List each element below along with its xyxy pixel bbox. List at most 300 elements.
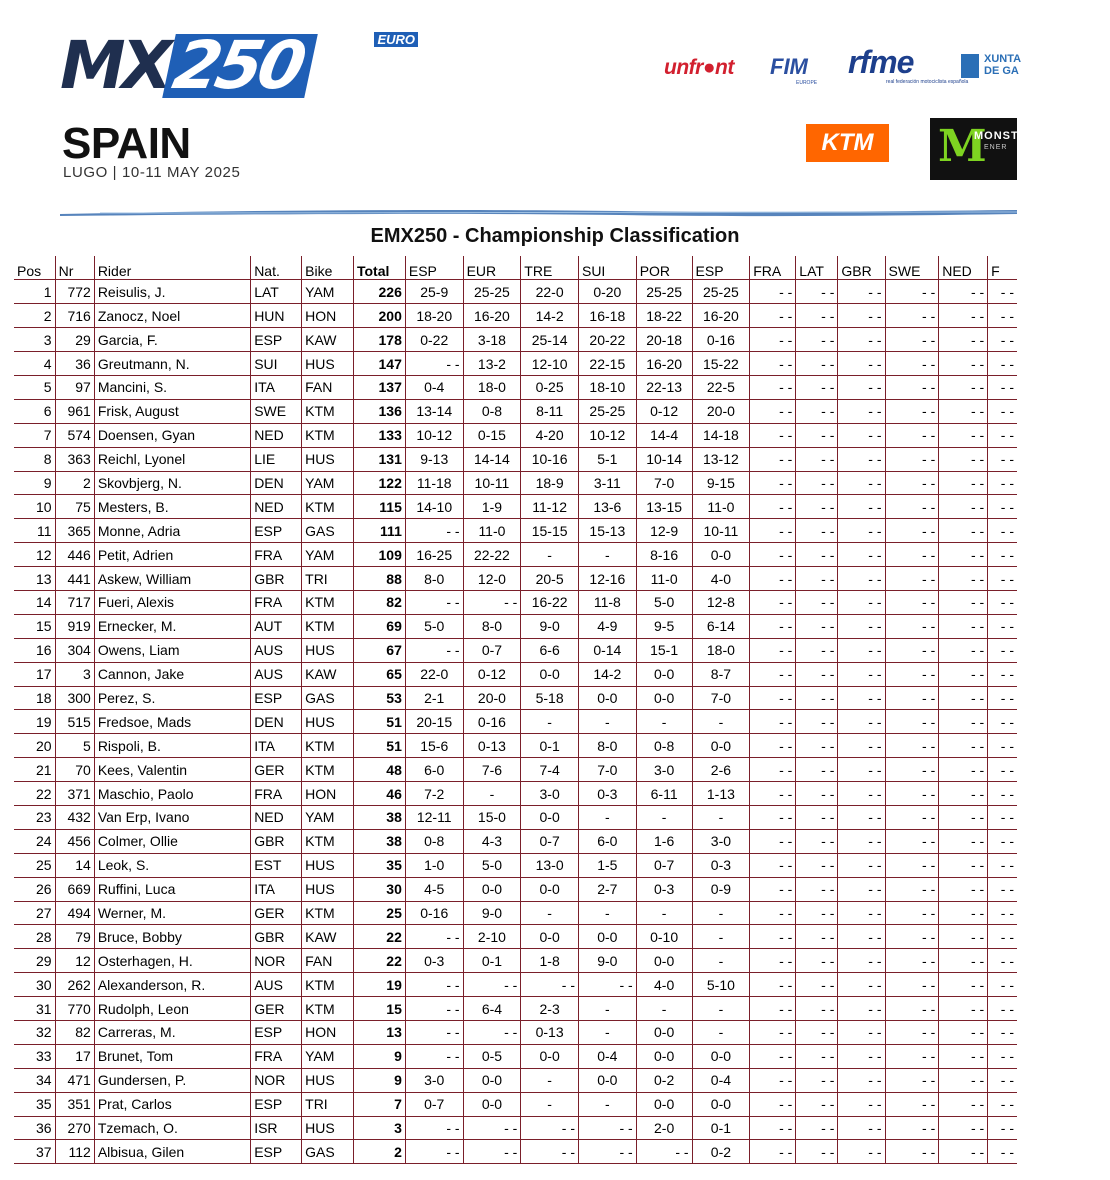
cell-total: 200 — [353, 304, 405, 328]
cell-nr: 97 — [55, 375, 94, 399]
table-row — [14, 447, 1017, 471]
cell-bike: KTM — [302, 495, 354, 519]
cell-pos: 5 — [14, 375, 55, 399]
cell-nr: 36 — [55, 352, 94, 376]
cell-round-4: 0-4 — [578, 1044, 636, 1068]
cell-bike: FAN — [302, 949, 354, 973]
cell-round-12: - - — [988, 662, 1017, 686]
cell-round-12: - - — [988, 495, 1017, 519]
cell-round-12: - - — [988, 710, 1017, 734]
cell-round-6: 0-16 — [692, 328, 750, 352]
cell-round-9: - - — [838, 734, 885, 758]
cell-bike: KTM — [302, 758, 354, 782]
cell-round-2: 18-0 — [463, 375, 521, 399]
logo-euro-text: EURO — [374, 32, 418, 47]
cell-round-1: 0-7 — [405, 1092, 463, 1116]
cell-round-1: 22-0 — [405, 662, 463, 686]
cell-round-4: 3-11 — [578, 471, 636, 495]
cell-round-5: 15-1 — [636, 638, 692, 662]
cell-nr: 304 — [55, 638, 94, 662]
cell-round-5: - — [636, 901, 692, 925]
col-round-1: ESP — [405, 256, 463, 280]
cell-round-2: 12-0 — [463, 567, 521, 591]
cell-round-7: - - — [750, 877, 796, 901]
cell-round-11: - - — [939, 805, 988, 829]
cell-round-11: - - — [939, 519, 988, 543]
cell-pos: 23 — [14, 805, 55, 829]
cell-bike: KAW — [302, 328, 354, 352]
cell-rider: Garcia, F. — [94, 328, 250, 352]
cell-bike: GAS — [302, 1140, 354, 1164]
cell-round-8: - - — [796, 901, 838, 925]
cell-nat: EST — [251, 853, 302, 877]
cell-pos: 8 — [14, 447, 55, 471]
cell-round-5: 0-10 — [636, 925, 692, 949]
cell-round-8: - - — [796, 304, 838, 328]
table-row — [14, 304, 1017, 328]
cell-round-3: 0-0 — [521, 877, 579, 901]
cell-round-5: 20-18 — [636, 328, 692, 352]
cell-rider: Mancini, S. — [94, 375, 250, 399]
cell-round-4: 0-0 — [578, 925, 636, 949]
cell-round-4: - — [578, 901, 636, 925]
cell-round-10: - - — [885, 519, 939, 543]
cell-round-4: 2-7 — [578, 877, 636, 901]
cell-round-7: - - — [750, 1021, 796, 1045]
col-bike: Bike — [302, 256, 354, 280]
cell-round-9: - - — [838, 925, 885, 949]
cell-round-11: - - — [939, 853, 988, 877]
cell-rider: Fueri, Alexis — [94, 590, 250, 614]
cell-round-7: - - — [750, 1044, 796, 1068]
cell-round-5: 10-14 — [636, 447, 692, 471]
cell-round-6: 5-10 — [692, 973, 750, 997]
cell-round-11: - - — [939, 352, 988, 376]
cell-total: 67 — [353, 638, 405, 662]
cell-round-10: - - — [885, 447, 939, 471]
cell-rider: Albisua, Gilen — [94, 1140, 250, 1164]
cell-round-12: - - — [988, 949, 1017, 973]
cell-rider: Prat, Carlos — [94, 1092, 250, 1116]
cell-rider: Skovbjerg, N. — [94, 471, 250, 495]
cell-round-3: 0-0 — [521, 925, 579, 949]
cell-nat: GER — [251, 997, 302, 1021]
cell-round-8: - - — [796, 997, 838, 1021]
cell-rider: Tzemach, O. — [94, 1116, 250, 1140]
cell-round-2: 0-0 — [463, 877, 521, 901]
cell-round-4: 6-0 — [578, 829, 636, 853]
monster-energy-logo — [930, 118, 1017, 180]
cell-nr: 441 — [55, 567, 94, 591]
cell-total: 38 — [353, 829, 405, 853]
cell-round-4: - — [578, 1092, 636, 1116]
cell-bike: KAW — [302, 925, 354, 949]
cell-round-6: 2-6 — [692, 758, 750, 782]
cell-total: 226 — [353, 280, 405, 304]
cell-round-11: - - — [939, 495, 988, 519]
cell-bike: KTM — [302, 590, 354, 614]
cell-round-10: - - — [885, 686, 939, 710]
cell-round-7: - - — [750, 758, 796, 782]
cell-nat: NED — [251, 423, 302, 447]
cell-round-3: 22-0 — [521, 280, 579, 304]
cell-nr: 82 — [55, 1021, 94, 1045]
cell-total: 30 — [353, 877, 405, 901]
cell-total: 131 — [353, 447, 405, 471]
cell-round-5: 0-0 — [636, 949, 692, 973]
cell-total: 48 — [353, 758, 405, 782]
cell-round-12: - - — [988, 853, 1017, 877]
cell-round-7: - - — [750, 280, 796, 304]
col-nr: Nr — [55, 256, 94, 280]
cell-round-5: 3-0 — [636, 758, 692, 782]
cell-round-11: - - — [939, 686, 988, 710]
cell-round-5: - — [636, 997, 692, 1021]
cell-bike: HUS — [302, 447, 354, 471]
cell-round-9: - - — [838, 829, 885, 853]
cell-round-1: - - — [405, 590, 463, 614]
cell-round-10: - - — [885, 375, 939, 399]
event-venue-date: LUGO | 10-11 MAY 2025 — [63, 164, 241, 181]
cell-round-9: - - — [838, 758, 885, 782]
cell-round-2: 0-5 — [463, 1044, 521, 1068]
cell-round-7: - - — [750, 734, 796, 758]
cell-round-6: 22-5 — [692, 375, 750, 399]
cell-rider: Perez, S. — [94, 686, 250, 710]
cell-round-6: 6-14 — [692, 614, 750, 638]
cell-round-7: - - — [750, 973, 796, 997]
cell-round-8: - - — [796, 710, 838, 734]
cell-round-12: - - — [988, 1092, 1017, 1116]
cell-total: 3 — [353, 1116, 405, 1140]
cell-round-7: - - — [750, 901, 796, 925]
cell-round-5: 0-2 — [636, 1068, 692, 1092]
cell-round-1: 11-18 — [405, 471, 463, 495]
cell-round-10: - - — [885, 1068, 939, 1092]
cell-bike: TRI — [302, 567, 354, 591]
cell-pos: 21 — [14, 758, 55, 782]
cell-pos: 37 — [14, 1140, 55, 1164]
cell-round-12: - - — [988, 328, 1017, 352]
cell-round-12: - - — [988, 997, 1017, 1021]
cell-round-1: 16-25 — [405, 543, 463, 567]
cell-round-3: 9-0 — [521, 614, 579, 638]
cell-nat: ESP — [251, 519, 302, 543]
cell-round-2: 13-2 — [463, 352, 521, 376]
cell-round-2: 25-25 — [463, 280, 521, 304]
cell-round-4: 0-0 — [578, 686, 636, 710]
cell-round-11: - - — [939, 638, 988, 662]
cell-round-1: 18-20 — [405, 304, 463, 328]
cell-round-10: - - — [885, 590, 939, 614]
table-row — [14, 495, 1017, 519]
cell-rider: Zanocz, Noel — [94, 304, 250, 328]
cell-pos: 29 — [14, 949, 55, 973]
cell-round-6: - — [692, 997, 750, 1021]
cell-round-11: - - — [939, 734, 988, 758]
cell-round-4: 10-12 — [578, 423, 636, 447]
cell-round-5: 2-0 — [636, 1116, 692, 1140]
cell-nr: 919 — [55, 614, 94, 638]
cell-nat: GER — [251, 758, 302, 782]
cell-round-8: - - — [796, 447, 838, 471]
cell-round-12: - - — [988, 1044, 1017, 1068]
cell-round-1: 2-1 — [405, 686, 463, 710]
cell-pos: 28 — [14, 925, 55, 949]
cell-pos: 17 — [14, 662, 55, 686]
cell-round-7: - - — [750, 829, 796, 853]
cell-total: 88 — [353, 567, 405, 591]
cell-round-12: - - — [988, 734, 1017, 758]
cell-round-1: 0-4 — [405, 375, 463, 399]
cell-nr: 494 — [55, 901, 94, 925]
cell-rider: Reisulis, J. — [94, 280, 250, 304]
cell-round-2: - - — [463, 590, 521, 614]
cell-bike: YAM — [302, 543, 354, 567]
cell-round-9: - - — [838, 662, 885, 686]
cell-round-9: - - — [838, 352, 885, 376]
cell-round-8: - - — [796, 973, 838, 997]
cell-round-4: 4-9 — [578, 614, 636, 638]
cell-round-2: 0-7 — [463, 638, 521, 662]
xunta-crest-icon — [961, 54, 979, 78]
cell-round-6: 20-0 — [692, 399, 750, 423]
cell-round-5: 8-16 — [636, 543, 692, 567]
cell-round-6: - — [692, 1021, 750, 1045]
cell-round-4: 25-25 — [578, 399, 636, 423]
cell-round-8: - - — [796, 638, 838, 662]
table-row — [14, 877, 1017, 901]
cell-round-3: - - — [521, 1116, 579, 1140]
cell-pos: 35 — [14, 1092, 55, 1116]
cell-round-6: 8-7 — [692, 662, 750, 686]
cell-round-6: 14-18 — [692, 423, 750, 447]
table-row — [14, 638, 1017, 662]
cell-round-1: 8-0 — [405, 567, 463, 591]
cell-pos: 2 — [14, 304, 55, 328]
classification-table — [14, 256, 1017, 1160]
cell-round-9: - - — [838, 614, 885, 638]
cell-round-4: - — [578, 1021, 636, 1045]
cell-round-4: 11-8 — [578, 590, 636, 614]
cell-round-3: 10-16 — [521, 447, 579, 471]
logo-250-text: 250 — [162, 34, 317, 98]
cell-round-5: - — [636, 710, 692, 734]
cell-rider: Monne, Adria — [94, 519, 250, 543]
cell-round-8: - - — [796, 877, 838, 901]
cell-bike: HUS — [302, 638, 354, 662]
cell-round-4: 18-10 — [578, 375, 636, 399]
cell-nat: SWE — [251, 399, 302, 423]
cell-total: 38 — [353, 805, 405, 829]
cell-round-1: - - — [405, 925, 463, 949]
cell-round-10: - - — [885, 352, 939, 376]
cell-bike: HUS — [302, 1068, 354, 1092]
cell-round-12: - - — [988, 471, 1017, 495]
cell-round-6: 13-12 — [692, 447, 750, 471]
cell-round-6: 10-11 — [692, 519, 750, 543]
cell-round-5: 4-0 — [636, 973, 692, 997]
cell-round-3: 18-9 — [521, 471, 579, 495]
cell-round-9: - - — [838, 304, 885, 328]
cell-nr: 351 — [55, 1092, 94, 1116]
cell-round-11: - - — [939, 662, 988, 686]
cell-pos: 12 — [14, 543, 55, 567]
cell-nat: FRA — [251, 1044, 302, 1068]
cell-round-7: - - — [750, 1068, 796, 1092]
cell-total: 9 — [353, 1044, 405, 1068]
page-title: EMX250 - Championship Classification — [370, 225, 740, 247]
cell-total: 15 — [353, 997, 405, 1021]
cell-round-5: - - — [636, 1140, 692, 1164]
cell-nat: DEN — [251, 471, 302, 495]
cell-round-2: 22-22 — [463, 543, 521, 567]
cell-round-12: - - — [988, 519, 1017, 543]
cell-round-8: - - — [796, 829, 838, 853]
cell-round-2: 8-0 — [463, 614, 521, 638]
cell-round-7: - - — [750, 447, 796, 471]
cell-round-2: 0-0 — [463, 1068, 521, 1092]
cell-round-3: 0-7 — [521, 829, 579, 853]
cell-round-11: - - — [939, 1021, 988, 1045]
cell-round-7: - - — [750, 471, 796, 495]
cell-round-1: 0-8 — [405, 829, 463, 853]
cell-nr: 772 — [55, 280, 94, 304]
cell-round-4: 20-22 — [578, 328, 636, 352]
cell-round-9: - - — [838, 686, 885, 710]
cell-round-12: - - — [988, 567, 1017, 591]
cell-round-8: - - — [796, 375, 838, 399]
cell-round-2: - - — [463, 1116, 521, 1140]
cell-nr: 574 — [55, 423, 94, 447]
cell-round-5: 7-0 — [636, 471, 692, 495]
cell-round-2: - — [463, 782, 521, 806]
cell-total: 7 — [353, 1092, 405, 1116]
cell-round-10: - - — [885, 495, 939, 519]
cell-round-3: - - — [521, 973, 579, 997]
cell-total: 136 — [353, 399, 405, 423]
cell-round-7: - - — [750, 853, 796, 877]
cell-round-3: 15-15 — [521, 519, 579, 543]
table-row — [14, 710, 1017, 734]
cell-nat: FRA — [251, 590, 302, 614]
cell-pos: 30 — [14, 973, 55, 997]
cell-round-5: 13-15 — [636, 495, 692, 519]
cell-nat: FRA — [251, 782, 302, 806]
cell-round-7: - - — [750, 638, 796, 662]
cell-round-5: 6-11 — [636, 782, 692, 806]
cell-round-1: - - — [405, 1116, 463, 1140]
cell-round-4: 16-18 — [578, 304, 636, 328]
cell-round-9: - - — [838, 638, 885, 662]
cell-pos: 25 — [14, 853, 55, 877]
cell-nr: 471 — [55, 1068, 94, 1092]
cell-total: 2 — [353, 1140, 405, 1164]
table-row — [14, 352, 1017, 376]
cell-round-6: - — [692, 710, 750, 734]
cell-round-3: 2-3 — [521, 997, 579, 1021]
cell-rider: Askew, William — [94, 567, 250, 591]
cell-bike: TRI — [302, 1092, 354, 1116]
table-row — [14, 925, 1017, 949]
cell-rider: Frisk, August — [94, 399, 250, 423]
cell-rider: Reichl, Lyonel — [94, 447, 250, 471]
cell-round-7: - - — [750, 805, 796, 829]
cell-round-7: - - — [750, 375, 796, 399]
cell-total: 82 — [353, 590, 405, 614]
cell-round-8: - - — [796, 1068, 838, 1092]
cell-round-12: - - — [988, 758, 1017, 782]
cell-nat: ITA — [251, 375, 302, 399]
cell-round-6: 9-15 — [692, 471, 750, 495]
cell-round-10: - - — [885, 997, 939, 1021]
cell-round-12: - - — [988, 375, 1017, 399]
cell-bike: YAM — [302, 805, 354, 829]
cell-round-7: - - — [750, 662, 796, 686]
cell-nr: 3 — [55, 662, 94, 686]
cell-round-6: 3-0 — [692, 829, 750, 853]
cell-round-10: - - — [885, 614, 939, 638]
cell-rider: Ruffini, Luca — [94, 877, 250, 901]
cell-round-3: 0-13 — [521, 1021, 579, 1045]
cell-round-8: - - — [796, 590, 838, 614]
cell-pos: 36 — [14, 1116, 55, 1140]
cell-round-8: - - — [796, 686, 838, 710]
ktm-logo: KTM — [806, 124, 889, 162]
cell-round-8: - - — [796, 423, 838, 447]
cell-nat: GBR — [251, 829, 302, 853]
cell-round-2: 5-0 — [463, 853, 521, 877]
cell-round-12: - - — [988, 638, 1017, 662]
cell-round-11: - - — [939, 423, 988, 447]
cell-round-4: 13-6 — [578, 495, 636, 519]
cell-round-4: - - — [578, 1116, 636, 1140]
cell-round-11: - - — [939, 925, 988, 949]
cell-round-11: - - — [939, 949, 988, 973]
cell-rider: Colmer, Ollie — [94, 829, 250, 853]
col-round-2: EUR — [463, 256, 521, 280]
cell-round-4: 22-15 — [578, 352, 636, 376]
cell-round-10: - - — [885, 734, 939, 758]
cell-round-2: 4-3 — [463, 829, 521, 853]
cell-round-6: 4-0 — [692, 567, 750, 591]
cell-round-7: - - — [750, 1140, 796, 1164]
cell-round-9: - - — [838, 949, 885, 973]
cell-round-2: 9-0 — [463, 901, 521, 925]
cell-round-6: 1-13 — [692, 782, 750, 806]
cell-round-10: - - — [885, 973, 939, 997]
cell-nr: 961 — [55, 399, 94, 423]
cell-round-1: 9-13 — [405, 447, 463, 471]
cell-round-8: - - — [796, 567, 838, 591]
table-body — [14, 280, 1017, 1164]
cell-pos: 4 — [14, 352, 55, 376]
cell-round-6: 0-0 — [692, 1044, 750, 1068]
cell-pos: 33 — [14, 1044, 55, 1068]
cell-nr: 70 — [55, 758, 94, 782]
cell-nr: 2 — [55, 471, 94, 495]
cell-nr: 300 — [55, 686, 94, 710]
fim-europe-subtext: EUROPE — [796, 80, 818, 86]
cell-round-10: - - — [885, 805, 939, 829]
cell-round-2: 11-0 — [463, 519, 521, 543]
cell-pos: 14 — [14, 590, 55, 614]
table-row — [14, 1021, 1017, 1045]
cell-total: 69 — [353, 614, 405, 638]
cell-round-11: - - — [939, 710, 988, 734]
cell-round-5: 12-9 — [636, 519, 692, 543]
cell-round-9: - - — [838, 901, 885, 925]
